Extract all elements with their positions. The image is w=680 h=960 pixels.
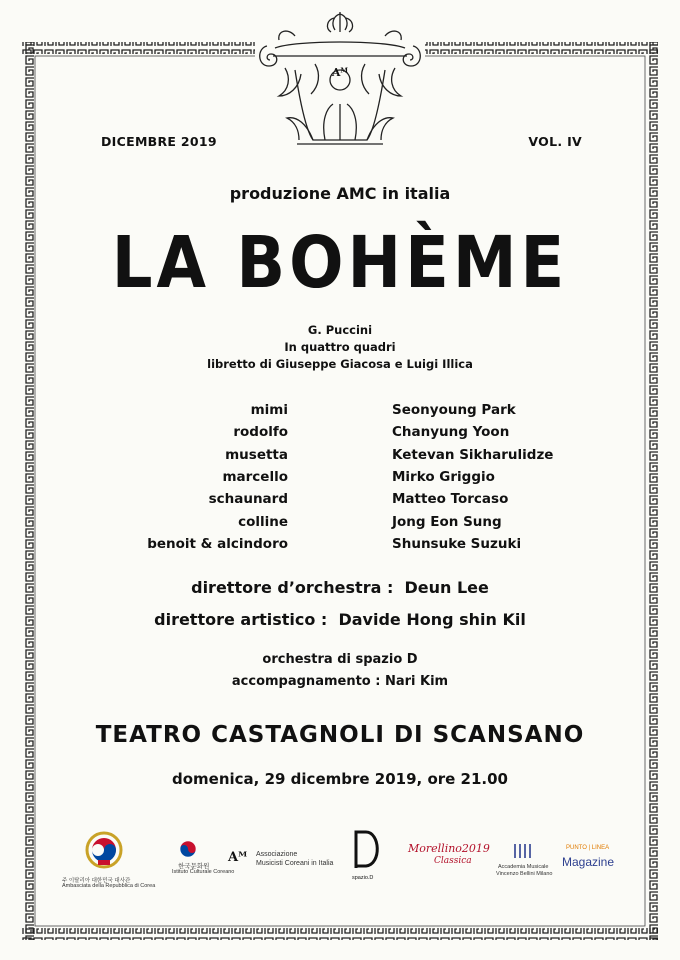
accademia-line1: Accademia Musicale	[498, 864, 549, 870]
libretto-line: libretto di Giuseppe Giacosa e Luigi Illica	[207, 357, 473, 371]
punto-linea-logo	[562, 845, 632, 877]
punto-linea-text: PUNTO | LINEA	[566, 845, 610, 851]
capital-monogram: Aᴹ	[331, 66, 349, 79]
amc-line1: Associazione	[256, 851, 298, 858]
poster-date: DICEMBRE 2019	[101, 134, 217, 149]
taeguk-icon	[179, 840, 197, 858]
cast-role: colline	[238, 514, 288, 530]
venue-title: TEATRO CASTAGNOLI DI SCANSANO	[95, 722, 585, 748]
orchestra-line: orchestra di spazio D	[262, 652, 418, 667]
cast-role: schaunard	[208, 491, 288, 507]
cast-role: mimi	[250, 402, 288, 418]
cast-singer: Matteo Torcaso	[392, 491, 509, 507]
cast-role: benoit & alcindoro	[147, 536, 288, 552]
columns-icon	[512, 842, 534, 860]
cast-row	[0, 536, 680, 558]
conductor-line: direttore d’orchestra : Deun Lee	[191, 578, 489, 597]
embassy-italian: Ambasciata della Repubblica di Corea	[62, 883, 156, 889]
composer: G. Puccini	[307, 323, 373, 337]
amc-logo	[228, 848, 338, 874]
accademia-line2: Vincenzo Bellini Milano	[496, 871, 553, 877]
morellino-classica-logo	[408, 840, 488, 874]
accademia-bellini-logo	[496, 842, 558, 882]
embassy-emblem-icon	[84, 830, 124, 872]
accompaniment-line: accompagnamento : Nari Kim	[231, 674, 449, 689]
opera-title: LA BOHÈME	[111, 222, 569, 305]
cast-singer: Mirko Griggio	[392, 469, 495, 485]
acts-line: In quattro quadri	[284, 340, 396, 354]
amc-line2: Musicisti Coreani in Italia	[256, 860, 334, 867]
spazio-d-label: spazio.D	[352, 875, 374, 881]
spazio-d-mark-icon	[350, 828, 386, 872]
spazio-d-logo	[346, 828, 390, 886]
cast-singer: Chanyung Yoon	[392, 424, 510, 440]
production-line: produzione AMC in italia	[229, 184, 451, 203]
cast-row	[0, 514, 680, 536]
embassy-logo	[58, 830, 156, 898]
morellino-text: Morellino2019	[408, 842, 490, 855]
cast-row	[0, 491, 680, 513]
morellino-sub: Classica	[434, 856, 472, 866]
cast-row	[0, 469, 680, 491]
cast-singer: Ketevan Sikharulidze	[392, 447, 554, 463]
cast-role: marcello	[222, 469, 288, 485]
amc-monogram: Aᴹ	[228, 850, 248, 865]
cast-row	[0, 402, 680, 424]
cast-row	[0, 447, 680, 469]
artistic-director-line: direttore artistico : Davide Hong shin Kil	[154, 610, 526, 629]
magazine-text: Magazine	[562, 855, 615, 869]
cast-role: musetta	[225, 447, 288, 463]
performance-datetime: domenica, 29 dicembre 2019, ore 21.00	[171, 770, 508, 788]
poster-volume: VOL. IV	[528, 134, 582, 149]
kcc-italian: Istituto Culturale Coreano	[172, 869, 235, 875]
cast-row	[0, 424, 680, 446]
embassy-korean: 주 이탈리아 대한민국 대사관	[62, 878, 131, 884]
cast-singer: Jong Eon Sung	[392, 514, 502, 530]
korean-cultural-center-logo	[170, 840, 235, 880]
cast-singer: Seonyoung Park	[392, 402, 516, 418]
cast-singer: Shunsuke Suzuki	[392, 536, 522, 552]
cast-role: rodolfo	[233, 424, 288, 440]
kcc-korean: 한국문화원	[178, 863, 210, 870]
